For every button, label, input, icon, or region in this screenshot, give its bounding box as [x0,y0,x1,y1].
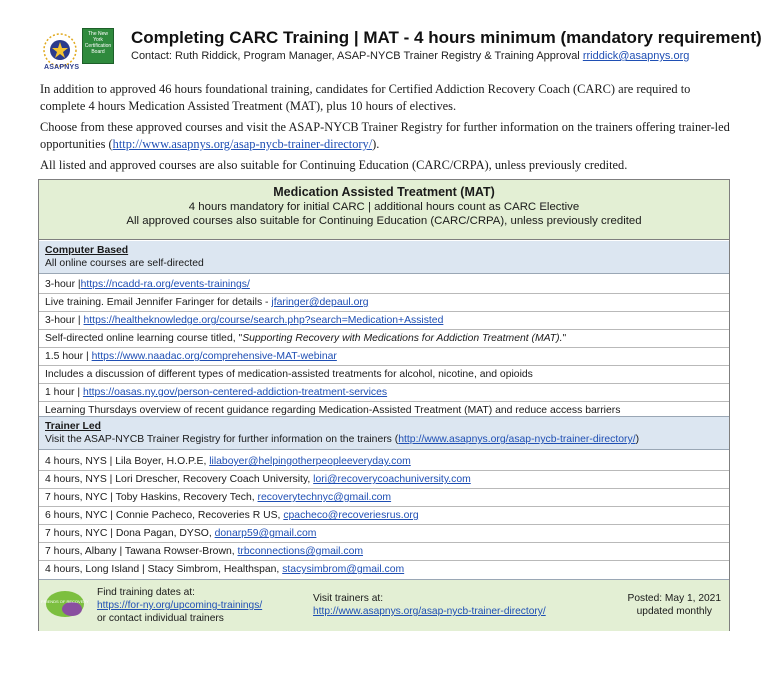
trainer-email-link[interactable]: recoverytechnyc@gmail.com [257,492,392,503]
table-footer [39,579,729,631]
trainer-directory-link[interactable]: http://www.asapnys.org/asap-nycb-trainer-directory/ [112,137,373,151]
computer-based-header [39,241,729,274]
course-row-naadac-desc: Includes a discussion of different types of medication-assisted treatments for alcohol, nicotine, and opioids [39,366,729,384]
posted-date: Posted: May 1, 2021 [627,593,721,604]
document-header [40,24,762,72]
trainer-email-link[interactable]: cpacheco@recoveriesrus.org [283,510,419,521]
trainer-email-link[interactable]: donarp59@gmail.com [214,528,317,539]
trainer-email-link[interactable]: trbconnections@gmail.com [237,546,364,557]
trainer-email-link[interactable]: lori@recoverycoachuniversity.com [313,474,471,485]
course-row-ncadd [39,276,729,294]
course-desc: Self-directed online learning course titled, " [45,333,243,344]
trainer-note-text: Visit the ASAP-NYCB Trainer Registry for further information on the trainers ( [45,434,399,445]
friends-of-recovery-logo-icon [41,589,89,619]
page-title: Completing CARC Training | MAT - 4 hours minimum (mandatory requirement) [131,28,762,47]
mat-line-2: All approved courses also suitable for Continuing Education (CARC/CRPA), unless previously credited [126,215,642,227]
trainer-led-header [39,416,729,450]
trainer-info: 7 hours, NYC | Dona Pagan, DYSO, [45,528,215,539]
updated-note: updated monthly [636,606,712,617]
trainer-info: 4 hours, NYS | Lori Drescher, Recovery Coach University, [45,474,314,485]
visit-trainers-label: Visit trainers at: [313,593,384,604]
mat-line-1: 4 hours mandatory for initial CARC | additional hours count as CARC Elective [188,201,580,213]
course-hours: 3-hour | [45,315,84,326]
course-desc: Live training. Email Jennifer Faringer for details - [45,297,272,308]
contact-text: Contact: Ruth Riddick, Program Manager, ASAP-NYCB Trainer Registry & Training Approval [131,50,583,62]
oasas-link[interactable]: https://oasas.ny.gov/person-centered-addiction-treatment-services [82,387,388,398]
naadac-link[interactable]: https://www.naadac.org/comprehensive-MAT-webinar [91,351,337,362]
trainer-email-link[interactable]: stacysimbrom@gmail.com [282,564,405,575]
find-dates-block [97,586,262,625]
course-row-oasas [39,384,729,402]
course-desc-suffix: " [562,333,567,344]
mat-course-table [38,179,730,631]
course-row-healtheknowledge-desc [39,330,729,348]
find-dates-label: Find training dates at: [97,587,195,598]
course-hours: 1.5 hour | [45,351,92,362]
computer-based-note: All online courses are self-directed [45,258,204,269]
trainer-note-suffix: ) [635,434,640,445]
course-title-italic: Supporting Recovery with Medications for Addiction Treatment (MAT). [242,333,563,344]
intro-p2-suffix: ). [372,137,380,151]
trainer-led-title: Trainer Led [45,421,102,432]
nycb-logo-text: The New York Certification Board [84,31,112,55]
trainer-led-note [45,433,729,446]
jfaringer-email-link[interactable]: jfaringer@depaul.org [271,297,369,308]
mat-header [39,180,729,240]
trainer-row [39,471,729,489]
ncadd-link[interactable]: https://ncadd-ra.org/events-trainings/ [80,279,250,290]
trainer-row [39,453,729,471]
mat-title: Medication Assisted Treatment (MAT) [273,185,495,199]
intro-paragraph-2 [40,119,730,153]
intro-paragraph-3: All listed and approved courses are also suitable for Continuing Education (CARC/CRPA), unless previously credited. [40,158,628,172]
contact-trainers-text: or contact individual trainers [97,613,224,624]
trainer-row [39,561,729,579]
trainer-info: 4 hours, Long Island | Stacy Simbrom, Healthspan, [45,564,283,575]
friends-of-recovery-logo-text: FRIENDS OF RECOVERY [41,599,89,604]
intro-paragraph-1: In addition to approved 46 hours foundational training, candidates for Certified Addiction Recovery Coach (CARC) are required to complete 4 hours Medication Assisted Treatment (MAT), plus 10 hours of electives. [40,82,691,113]
nycb-logo [82,28,114,64]
trainer-info: 4 hours, NYS | Lila Boyer, H.O.P.E, [45,456,210,467]
trainer-info: 7 hours, Albany | Tawana Rowser-Brown, [45,546,238,557]
trainer-row [39,543,729,561]
visit-trainers-link[interactable]: http://www.asapnys.org/asap-nycb-trainer-directory/ [313,606,546,617]
course-hours: 3-hour | [45,279,81,290]
trainer-row [39,507,729,525]
visit-trainers-block [313,592,546,618]
trainer-row [39,525,729,543]
course-row-naadac [39,348,729,366]
computer-based-title: Computer Based [45,245,129,256]
course-row-healtheknowledge [39,312,729,330]
contact-line [131,50,689,62]
contact-email-link[interactable]: rriddick@asapnys.org [582,50,690,62]
trainer-registry-link[interactable]: http://www.asapnys.org/asap-nycb-trainer-directory/ [398,434,636,445]
trainer-info: 7 hours, NYC | Toby Haskins, Recovery Tech, [45,492,258,503]
course-row-ncadd-desc [39,294,729,312]
asapnys-logo-label: ASAPNYS [44,64,80,71]
trainer-email-link[interactable]: lilaboyer@helpingotherpeopleeveryday.com [209,456,411,467]
posted-block [628,592,721,618]
intro-p2-text: Choose from these approved courses and visit the ASAP-NYCB Trainer Registry for further information on the trainers offering trainer-led opportunities ( [40,120,730,151]
trainer-info: 6 hours, NYC | Connie Pacheco, Recoveries R US, [45,510,284,521]
course-hours: 1 hour | [45,387,83,398]
trainer-row [39,489,729,507]
healtheknowledge-link[interactable]: https://healtheknowledge.org/course/search.php?search=Medication+Assisted [83,315,444,326]
for-ny-link[interactable]: https://for-ny.org/upcoming-trainings/ [97,600,263,611]
course-row-oasas-desc: Learning Thursdays overview of recent guidance regarding Medication-Assisted Treatment (MAT) and reduce access barriers [45,405,621,416]
